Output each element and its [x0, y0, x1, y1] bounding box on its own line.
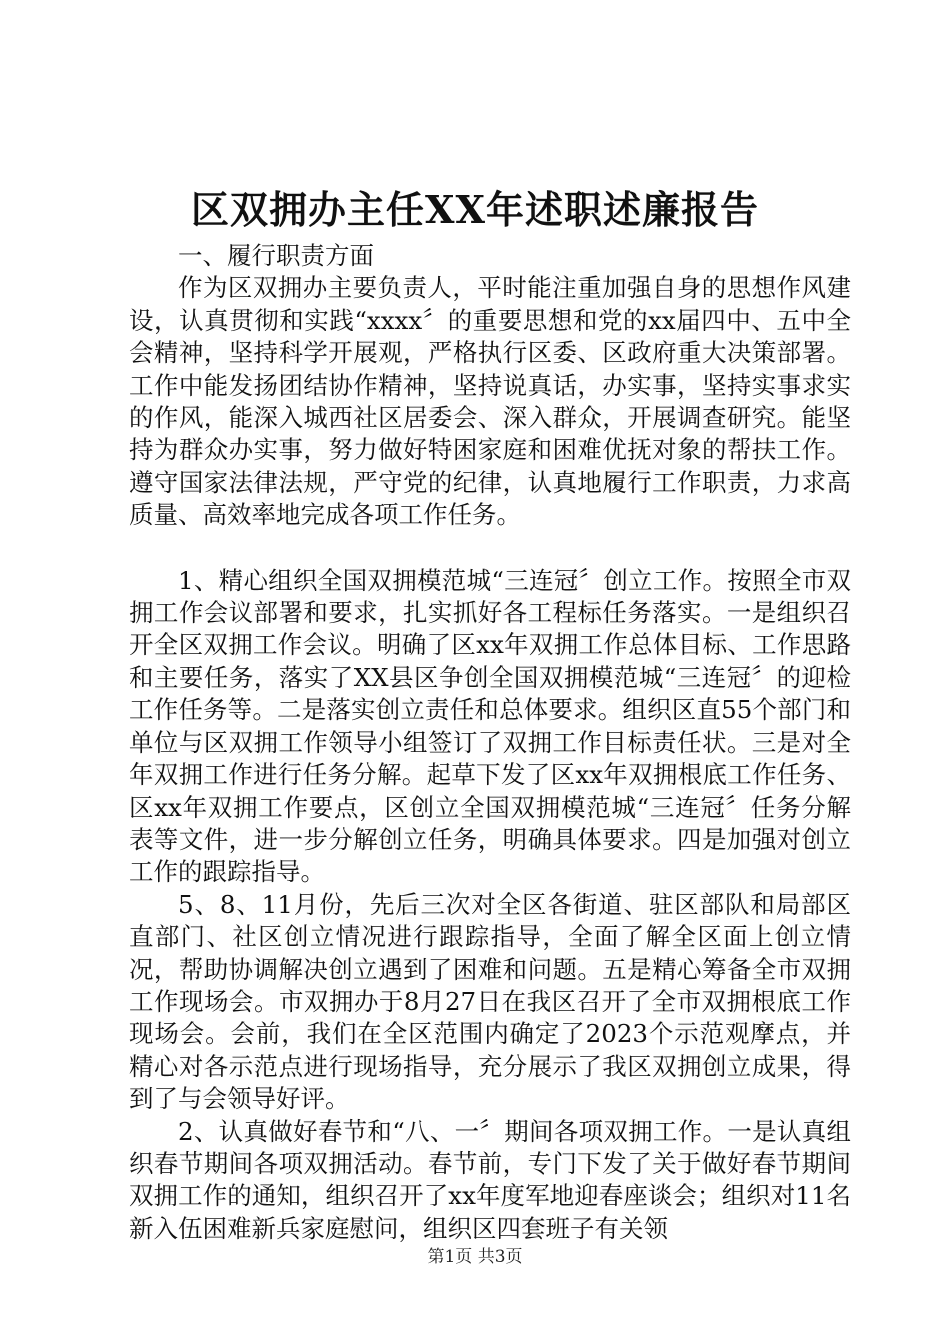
section-heading: 一、履行职责方面	[178, 241, 374, 270]
paragraph: 作为区双拥办主要负责人，平时能注重加强自身的思想作风建设，认真贯彻和实践“xxxx〞的重要思想和党的xx届四中、五中全会精神，坚持科学开展观，严格执行区委、区政府重大决策部署。工作中能发扬团结协作精神，坚持说真话，办实事，坚持实事求实的作风，能深入城西社区居委会、深入群众，开展调查研究。能坚持为群众办实事，努力做好特困家庭和困难优抚对象的帮扶工作。遵守国家法律法规，严守党的纪律，认真地履行工作职责，力求高质量、高效率地完成各项工作任务。	[129, 273, 851, 530]
paragraph: 5、8、11月份，先后三次对全区各街道、驻区部队和局部区直部门、社区创立情况进行跟踪指导，全面了解全区面上创立情况，帮助协调解决创立遇到了困难和问题。五是精心筹备全市双拥工作现场会。市双拥办于8月27日在我区召开了全市双拥根底工作现场会。会前，我们在全区范围内确定了2023个示范观摩点，并精心对各示范点进行现场指导，充分展示了我区双拥创立成果，得到了与会领导好评。	[129, 889, 851, 1114]
page-number: 第1页 共3页	[427, 1247, 523, 1267]
document-title: 区双拥办主任XX年述职述廉报告	[191, 187, 759, 232]
paragraph: 2、认真做好春节和“八、一〞期间各项双拥工作。一是认真组织春节期间各项双拥活动。春节前，专门下发了关于做好春节期间双拥工作的通知，组织召开了xx年度军地迎春座谈会；组织对11名新入伍困难新兵家庭慰问，组织区四套班子有关领	[129, 1116, 851, 1243]
document-body	[129, 240, 851, 1245]
paragraph: 1、精心组织全国双拥模范城“三连冠〞创立工作。按照全市双拥工作会议部署和要求，扎实抓好各工程标任务落实。一是组织召开全区双拥工作会议。明确了区xx年双拥工作总体目标、工作思路和主要任务，落实了XX县区争创全国双拥模范城“三连冠〞的迎检工作任务等。二是落实创立责任和总体要求。组织区直55个部门和单位与区双拥工作领导小组签订了双拥工作目标责任状。三是对全年双拥工作进行任务分解。起草下发了区xx年双拥根底工作任务、区xx年双拥工作要点，区创立全国双拥模范城“三连冠〞任务分解表等文件，进一步分解创立任务，明确具体要求。四是加强对创立工作的跟踪指导。	[129, 565, 851, 887]
